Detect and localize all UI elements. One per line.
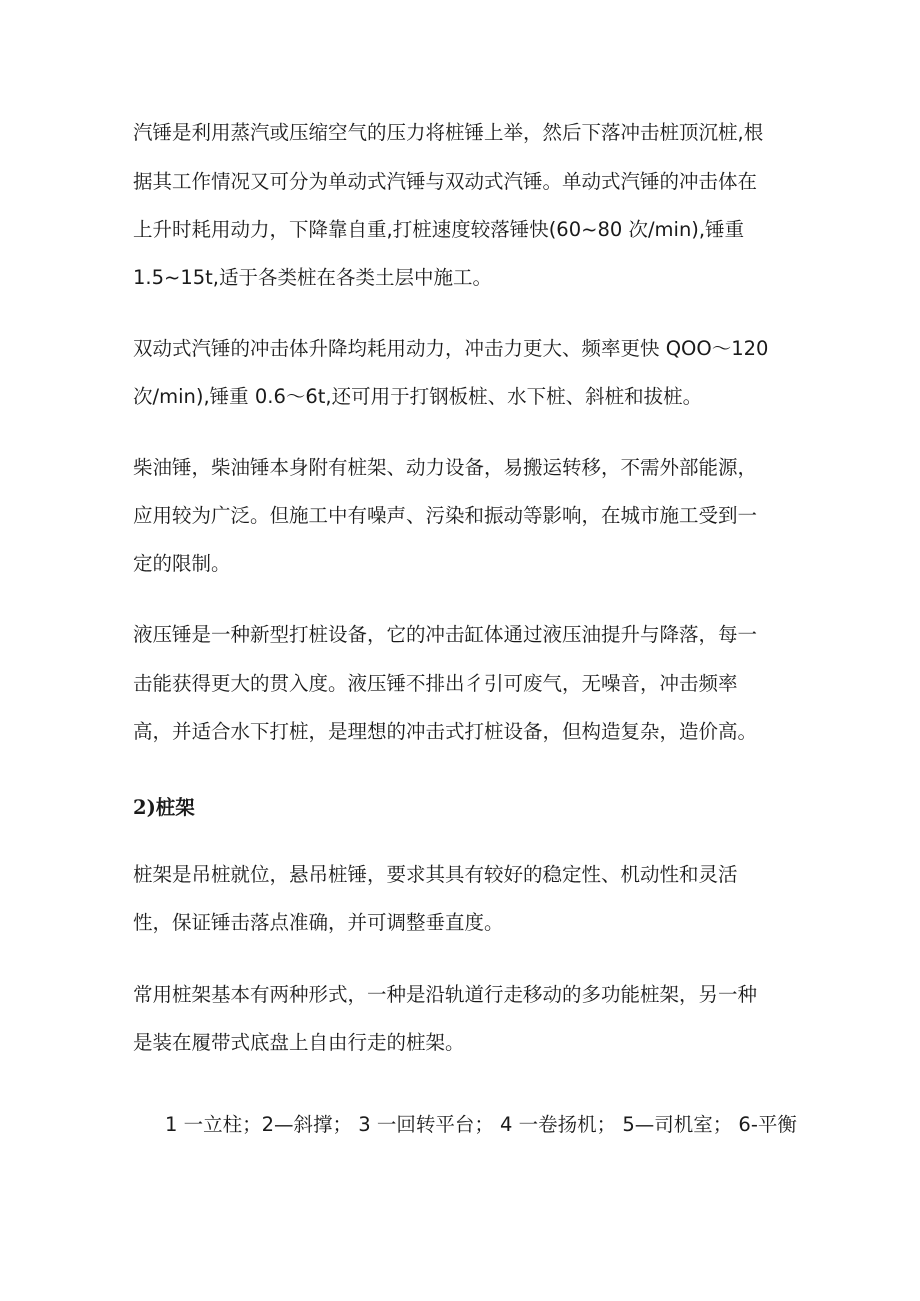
text-line: 柴油锤，柴油锤本身附有桩架、动力设备，易搬运转移，不需外部能源， bbox=[133, 456, 758, 479]
text-line: 是装在履带式底盘上自由行走的桩架。 bbox=[133, 1031, 465, 1054]
figure-caption: 1 一立柱；2—斜撑； 3 一回转平台； 4 一卷扬机； 5—司机室； 6-平衡 bbox=[165, 1113, 797, 1136]
section-heading: 2)桩架 bbox=[133, 796, 195, 819]
text-line: 定的限制。 bbox=[133, 552, 231, 575]
text-line: 击能获得更大的贯入度。液压锤不排出彳引可废气，无噪音，冲击频率 bbox=[133, 672, 738, 695]
text-line: 据其工作情况又可分为单动式汽锤与双动式汽锤。单动式汽锤的冲击体在 bbox=[133, 170, 758, 193]
text-line: 1.5~15t,适于各类桩在各类土层中施工。 bbox=[133, 266, 493, 289]
text-line: 高，并适合水下打桩，是理想的冲击式打桩设备，但构造复杂，造价高。 bbox=[133, 720, 758, 743]
text-line: 性，保证锤击落点准确，并可调整垂直度。 bbox=[133, 911, 504, 934]
text-line: 上升时耗用动力，下降靠自重,打桩速度较落锤快(60~80 次/min),锤重 bbox=[133, 218, 745, 241]
text-line: 次/min),锤重 0.6～6t,还可用于打钢板桩、水下桩、斜桩和拔桩。 bbox=[133, 385, 703, 408]
text-line: 双动式汽锤的冲击体升降均耗用动力，冲击力更大、频率更快 QOO～120 bbox=[133, 337, 769, 360]
text-line: 常用桩架基本有两种形式，一种是沿轨道行走移动的多功能桩架，另一种 bbox=[133, 983, 758, 1006]
text-line: 汽锤是利用蒸汽或压缩空气的压力将桩锤上举，然后下落冲击桩顶沉桩,根 bbox=[133, 121, 764, 144]
text-line: 桩架是吊桩就位，悬吊桩锤，要求其具有较好的稳定性、机动性和灵活 bbox=[133, 863, 738, 886]
text-line: 应用较为广泛。但施工中有噪声、污染和振动等影响，在城市施工受到一 bbox=[133, 504, 758, 527]
text-line: 液压锤是一种新型打桩设备，它的冲击缸体通过液压油提升与降落，每一 bbox=[133, 623, 758, 646]
